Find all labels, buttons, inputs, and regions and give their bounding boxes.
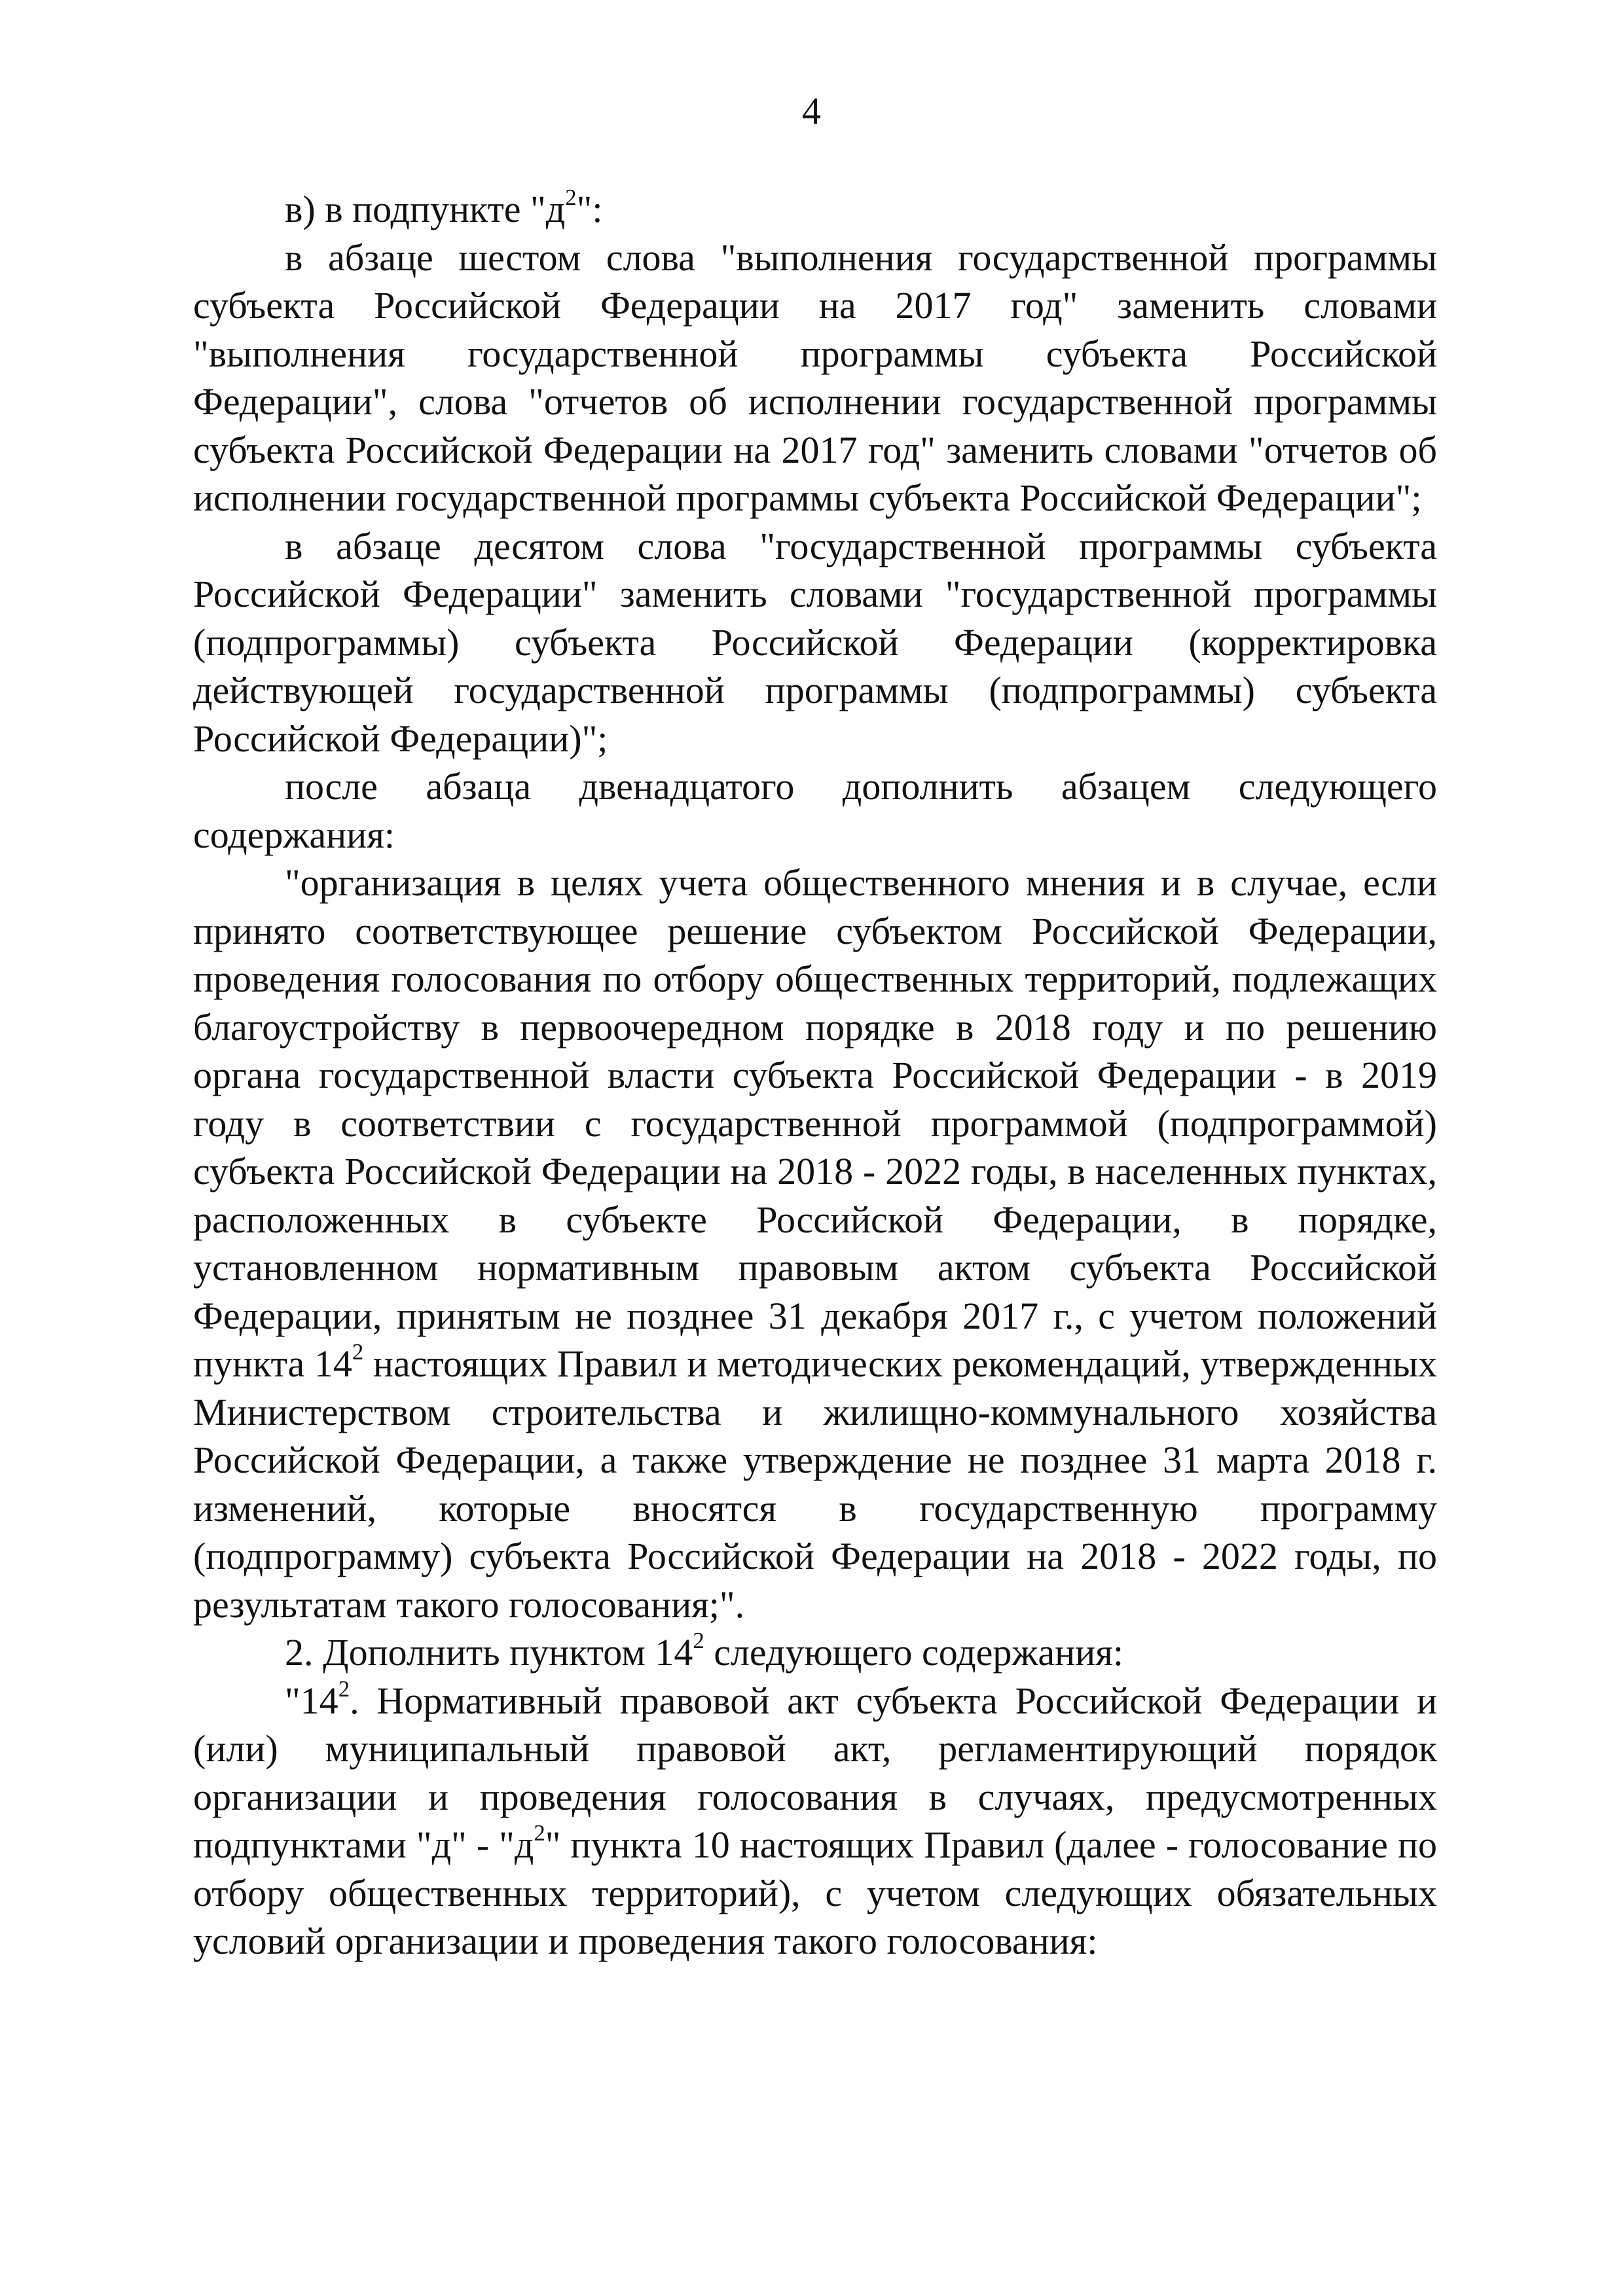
paragraph-subpoint-v: в) в подпункте "$д^2$": xyxy=(285,185,603,230)
paragraph-sixth-abzats: в абзаце шестом слова "выполнения государственной программы субъекта Российской Федерации на 2017 год" заменить словами "выполнения государственной программы субъекта Российской Федерации", слова "отчетов об исполнении государственной программы субъекта Российской Федерации на 2017 год" заменить словами "отчетов об исполнении государственной программы субъекта Российской Федерации"; xyxy=(193,236,1437,519)
paragraph-after-twelfth: после абзаца двенадцатого дополнить абзацем следующего содержания: xyxy=(193,765,1437,856)
paragraph-organization-voting: "организация в целях учета общественного мнения и в случае, если принято соответствующее решение субъектом Российской Федерации, проведения голосования по отбору общественных территорий, подлежащих благоустройству в первоочередном порядке в 2018 году и по решению органа государственной власти субъекта Российской Федерации - в 2019 году в соответствии с государственной программой (подпрограммой) субъекта Российской Федерации на 2018 - 2022 годы, в населенных пунктах, расположенных в субъекте Российской Федерации, в порядке, установленном нормативным правовым актом субъекта Российской Федерации, принятым не позднее 31 декабря 2017 г., с учетом положений пункта $14^2$ настоящих Правил и методических рекомендаций, утвержденных Министерством строительства и жилищно-коммунального хозяйства Российской Федерации, а также утверждение не позднее 31 марта 2018 г. изменений, которые вносятся в государственную программу (подпрограмму) субъекта Российской Федерации на 2018 - 2022 годы, по результатам такого голосования;". xyxy=(193,861,1437,1626)
superscript-two: 2 xyxy=(352,1339,364,1365)
paragraph-point-2: 2. Дополнить пунктом $14^2$ следующего содержания: xyxy=(285,1628,1124,1674)
page-number: 4 xyxy=(802,90,821,132)
paragraph-point-14-2: "$14^2$. Нормативный правовой акт субъекта Российской Федерации и (или) муниципальный правовой акт, регламентирующий порядок организации и проведения голосования в случаях, предусмотренных подпунктами "д" - "$д^2$" пункта 10 настоящих Правил (далее - голосование по отбору общественных территорий), с учетом следующих обязательных условий организации и проведения такого голосования: xyxy=(193,1676,1437,1962)
superscript-two: 2 xyxy=(534,1820,545,1846)
superscript-two: 2 xyxy=(338,1676,350,1702)
paragraph-tenth-abzats: в абзаце десятом слова "государственной программы субъекта Российской Федерации" заменить словами "государственной программы (подпрограммы) субъекта Российской Федерации (корректировка действующей государственной программы (подпрограммы) субъекта Российской Федерации)"; xyxy=(193,524,1437,760)
superscript-two: 2 xyxy=(693,1628,704,1654)
superscript-two: 2 xyxy=(565,185,577,211)
document-body xyxy=(193,185,1437,1965)
